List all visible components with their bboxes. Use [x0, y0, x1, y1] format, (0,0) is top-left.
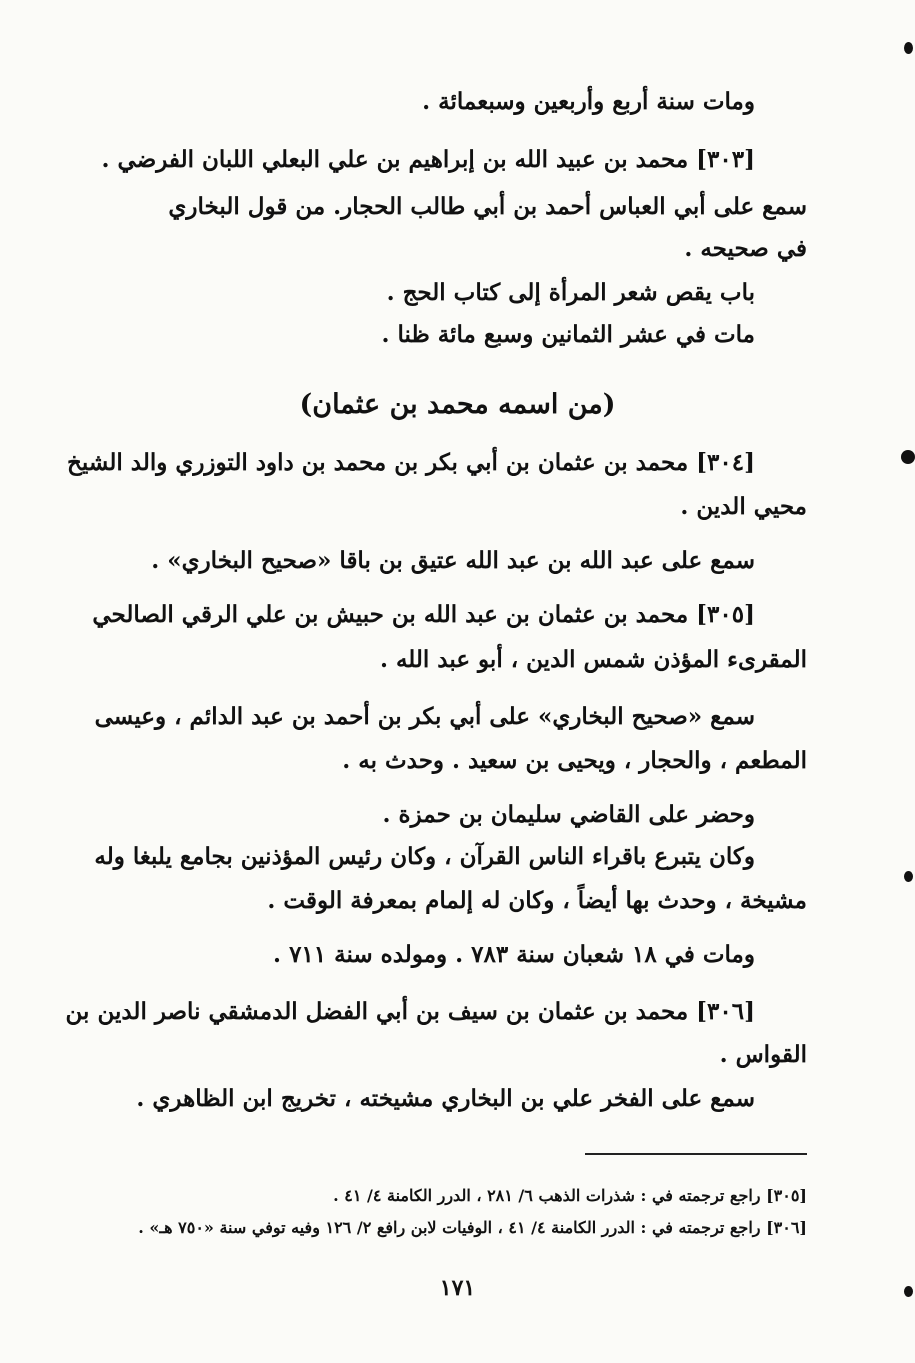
footnote: [٣٠٥] راجع ترجمته في : شذرات الذهب ٦/ ٢٨١ ، الدرر الكامنة ٤/ ٤١ .: [333, 1186, 807, 1205]
text-line: وكان يتبرع باقراء الناس القرآن ، وكان رئيس المؤذنين بجامع يلبغا وله: [94, 843, 755, 870]
text-line: سمع على الفخر علي بن البخاري مشيخته ، تخريج ابن الظاهري .: [136, 1085, 755, 1112]
footnote: [٣٠٦] راجع ترجمته في : الدرر الكامنة ٤/ ٤١ ، الوفيات لابن رافع ٢/ ١٢٦ وفيه توفي سنة «٧٥٠ هـ» .: [138, 1218, 807, 1237]
entry-303-title: [٣٠٣] محمد بن عبيد الله بن إبراهيم بن علي البعلي اللبان الفرضي .: [101, 146, 755, 173]
entry-305-title: [٣٠٥] محمد بن عثمان بن عبد الله بن حبيش بن علي الرقي الصالحي: [92, 601, 755, 628]
scan-mark: [904, 42, 913, 54]
text-line: مات في عشر الثمانين وسبع مائة ظنا .: [381, 321, 755, 348]
text-line: ومات في ١٨ شعبان سنة ٧٨٣ . ومولده سنة ٧١١ .: [273, 941, 755, 968]
page-number: ١٧١: [439, 1275, 476, 1301]
entry-304-title: [٣٠٤] محمد بن عثمان بن أبي بكر بن محمد بن داود التوزري والد الشيخ: [67, 449, 755, 476]
scan-mark: [904, 871, 913, 882]
section-heading: (من اسمه محمد بن عثمان): [299, 389, 616, 420]
scan-mark: [904, 1286, 913, 1297]
text-line: سمع على عبد الله بن عبد الله عتيق بن باقا «صحيح البخاري» .: [151, 547, 755, 574]
text-line: ومات سنة أربع وأربعين وسبعمائة .: [422, 88, 755, 115]
text-line: المقرىء المؤذن شمس الدين ، أبو عبد الله .: [379, 646, 807, 673]
footnote-separator: [585, 1153, 807, 1155]
text-line: سمع «صحيح البخاري» على أبي بكر بن أحمد بن عبد الدائم ، وعيسى: [94, 703, 755, 730]
entry-306-title: [٣٠٦] محمد بن عثمان بن سيف بن أبي الفضل الدمشقي ناصر الدين بن: [65, 998, 755, 1025]
text-line: مشيخة ، وحدث بها أيضاً ، وكان له إلمام بمعرفة الوقت .: [267, 887, 807, 914]
scan-mark: [901, 450, 915, 464]
text-line: في صحيحه .: [684, 235, 807, 262]
text-line: سمع على أبي العباس أحمد بن أبي طالب الحجار. من قول البخاري: [168, 193, 807, 220]
text-line: باب يقص شعر المرأة إلى كتاب الحج .: [386, 279, 755, 306]
text-line: وحضر على القاضي سليمان بن حمزة .: [382, 801, 755, 828]
text-line: محيي الدين .: [680, 493, 807, 520]
text-line: القواس .: [719, 1041, 807, 1068]
text-line: المطعم ، والحجار ، ويحيى بن سعيد . وحدث به .: [342, 747, 807, 774]
